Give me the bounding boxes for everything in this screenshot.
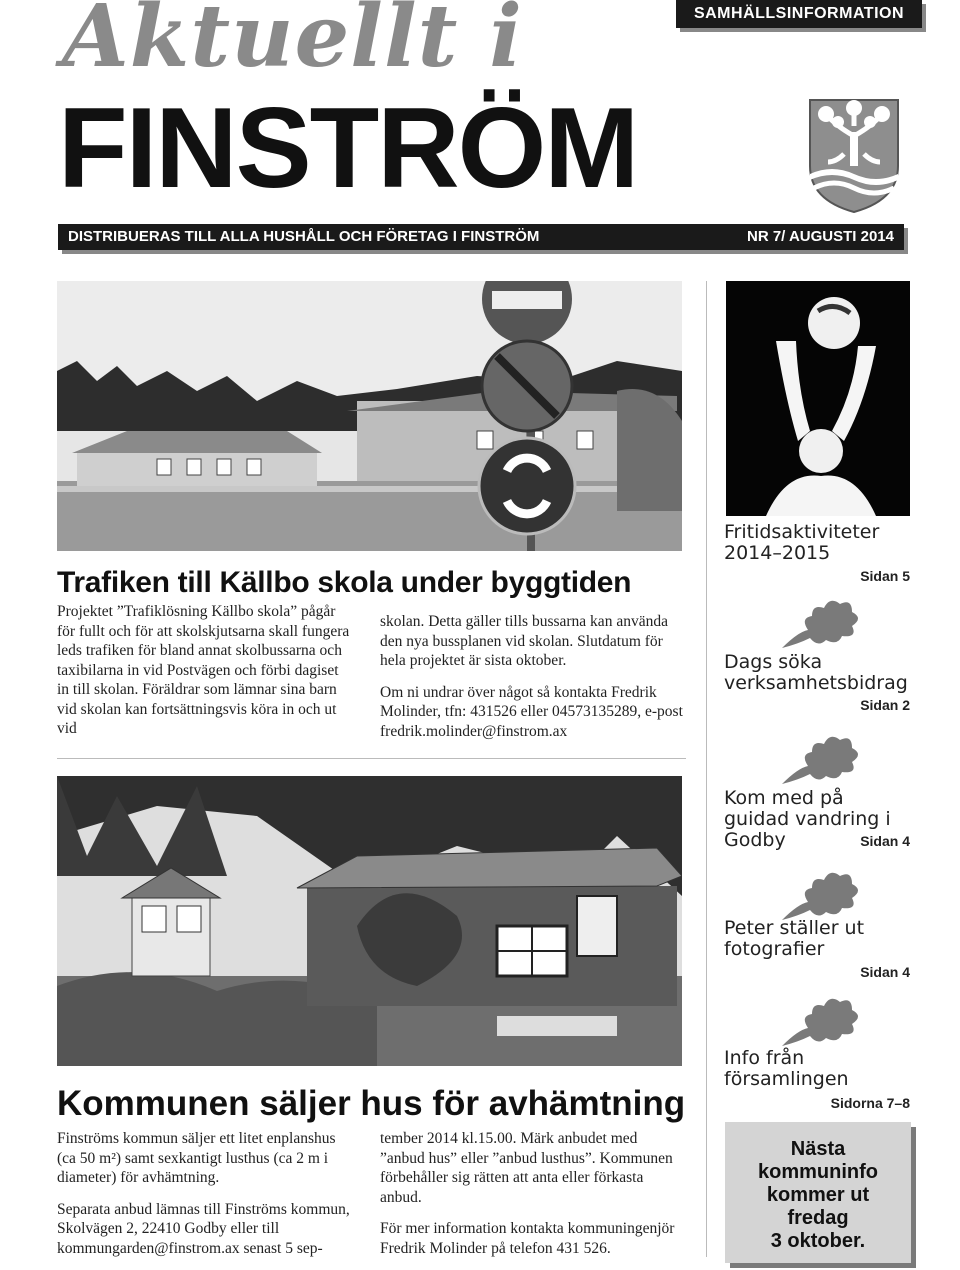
article1-column1 xyxy=(57,602,352,751)
sidebar-item-page: Sidan 5 xyxy=(860,568,910,584)
coat-of-arms-icon xyxy=(804,96,904,214)
article2-column2 xyxy=(380,1129,680,1270)
article2-headline: Kommunen säljer hus för avhämtning xyxy=(57,1084,686,1123)
article1-paragraph: Projektet ”Trafiklösning Källbo skola” pågår för fullt och för att skolskjutsarna skall fungera leds trafiken för bland annat skolbussarna och taxibilarna in vid Postvägen och förbi dagiset in till skolan. Föräldrar som lämnar sina barn vid skolan kan fortsättningsvis köra in och ut vid xyxy=(57,603,350,737)
sidebar-item-page: Sidan 4 xyxy=(860,833,910,849)
sidebar-item-page: Sidorna 7–8 xyxy=(830,1095,910,1111)
article2-paragraph: För mer information kontakta kommuningenjör Fredrik Molinder på telefon 431 526. xyxy=(380,1220,675,1257)
masthead-script-title: Aktuellt i xyxy=(62,0,523,87)
section-divider xyxy=(57,758,686,759)
article1-paragraph: Om ni undrar över något så kontakta Fredrik Molinder, tfn: 431526 eller 04573135289, e-post fredrik.molinder@finstrom.ax xyxy=(380,683,683,740)
distribution-text: DISTRIBUERAS TILL ALLA HUSHÅLL OCH FÖRETAG I FINSTRÖM xyxy=(68,228,540,245)
article2-column1 xyxy=(57,1129,357,1270)
article2-paragraph: Separata anbud lämnas till Finströms kommun, Skolvägen 2, 22410 Godby eller till kommungarden@finstrom.ax senast 5 sep- xyxy=(57,1200,350,1257)
column-divider xyxy=(706,281,707,1257)
sidebar-item-title[interactable]: Kom med på guidad vandring i Godby xyxy=(724,787,891,851)
sidebar-item-page: Sidan 2 xyxy=(860,697,910,713)
sidebar-item-title[interactable]: Info från församlingen xyxy=(724,1047,849,1090)
article2-paragraph: Finströms kommun säljer ett litet enplanshus (ca 50 m²) samt sexkantigt lusthus (ca 2 m i diameter) för avhämtning. xyxy=(57,1130,336,1186)
sidebar-item-page: Sidan 4 xyxy=(860,964,910,980)
sidebar-item-title[interactable]: Peter ställer ut fotografier xyxy=(724,917,865,960)
article1-column2 xyxy=(380,612,685,753)
oak-leaf-icon xyxy=(778,864,864,924)
distribution-band xyxy=(58,224,904,250)
house-for-sale-photo xyxy=(57,776,682,1066)
next-issue-text: Nästa kommuninfo kommer ut fredag 3 oktober. xyxy=(758,1138,878,1252)
issue-number: NR 7/ AUGUSTI 2014 xyxy=(747,228,894,245)
sidebar-item-title[interactable]: Dags söka verksamhetsbidrag xyxy=(724,651,908,694)
leisure-activities-photo xyxy=(726,281,910,516)
sidebar-item-title[interactable]: Fritidsaktiviteter 2014–2015 xyxy=(724,521,880,564)
article2-paragraph: tember 2014 kl.15.00. Märk anbudet med ”anbud hus” eller ”anbud lusthus”. Kommunen förbehåller sig rätten att anta eller förkasta anbud. xyxy=(380,1130,673,1206)
article1-paragraph: skolan. Detta gäller tills bussarna kan använda den nya bussplanen vid skolan. Slutdatum för hela projektet är sista oktober. xyxy=(380,613,668,669)
next-issue-notice xyxy=(725,1122,911,1263)
oak-leaf-icon xyxy=(778,728,864,788)
section-tag: SAMHÄLLSINFORMATION xyxy=(676,0,922,28)
article1-headline: Trafiken till Källbo skola under byggtiden xyxy=(57,566,632,599)
oak-leaf-icon xyxy=(778,592,864,652)
oak-leaf-icon xyxy=(778,990,864,1050)
school-traffic-photo xyxy=(57,281,682,551)
masthead-title: FINSTRÖM xyxy=(58,85,638,212)
